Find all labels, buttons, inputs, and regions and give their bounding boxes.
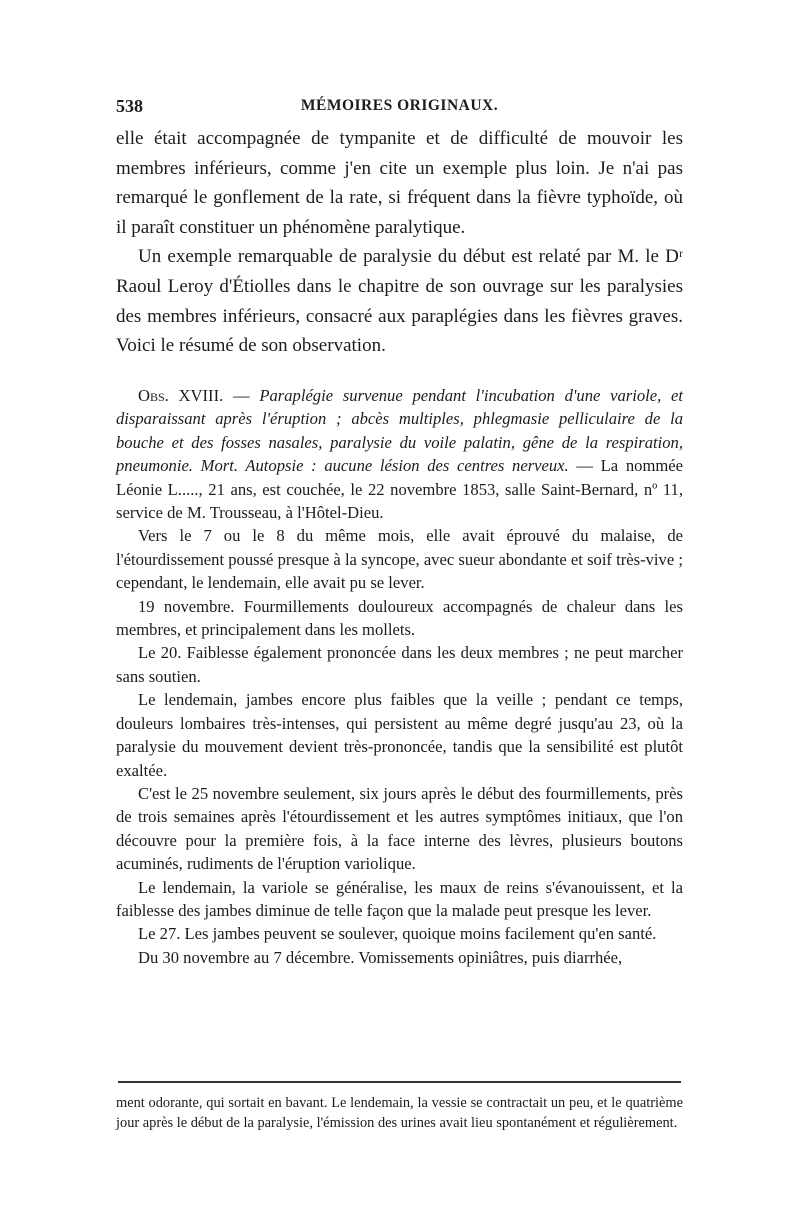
observation-label: Obs. XVIII.	[138, 386, 224, 405]
observation-paragraph: 19 novembre. Fourmillements douloureux accompagnés de chaleur dans les membres, et principalement dans les mollets.	[116, 596, 683, 640]
paragraph-example: Un exemple remarquable de paralysie du début est relaté par M. le Dʳ Raoul Leroy d'Étiolles dans le chapitre de son ouvrage sur les paralysies des membres inférieurs, consacré aux paraplégies dans les fièvres graves. Voici le résumé de son observation.	[116, 246, 683, 357]
footnote-text: ment odorante, qui sortait en bavant. Le lendemain, la vessie se contractait un peu, et le quatrième jour après le début de la paralysie, l'émission des urines avait lieu spontanément et régulièrement.	[116, 1095, 683, 1132]
running-head	[116, 96, 683, 120]
observation-paragraph: Vers le 7 ou le 8 du même mois, elle avait éprouvé du malaise, de l'étourdissement poussé presque à la syncope, avec sueur abondante et soif très-vive ; cependant, le lendemain, elle avait pu se lever.	[116, 526, 683, 593]
observation-paragraph: Le lendemain, jambes encore plus faibles que la veille ; pendant ce temps, douleurs lombaires très-intenses, qui persistent au même degré jusqu'au 23, où la paralysie du mouvement devient très-prononcée, tandis que la sensibilité est plutôt exaltée.	[116, 690, 683, 780]
observation-dash: —	[223, 386, 260, 405]
observation-paragraph: Le lendemain, la variole se généralise, les maux de reins s'évanouissent, et la faiblesse des jambes diminue de telle façon que la malade peut presque les lever.	[116, 877, 683, 920]
running-title: MÉMOIRES ORIGINAUX.	[300, 97, 499, 114]
page-number: 538	[116, 96, 143, 116]
observation-block	[116, 384, 683, 969]
observation-paragraph: Le 27. Les jambes peuvent se soulever, quoique moins facilement qu'en santé.	[138, 924, 657, 944]
observation-paragraph: Le 20. Faiblesse également prononcée dans les deux membres ; ne peut marcher sans soutien.	[116, 643, 683, 686]
observation-heading	[116, 384, 683, 524]
observation-intro: — La nommée Léonie L....., 21 ans, est couchée, le 22 novembre 1853, salle Saint-Bernard, nº 11, service de M. Trousseau, à l'Hôtel-Dieu.	[116, 456, 683, 523]
footnote-rule	[118, 1081, 681, 1083]
footnote-block	[116, 1093, 683, 1133]
main-text	[116, 124, 683, 361]
observation-paragraph: C'est le 25 novembre seulement, six jours après le début des fourmillements, près de trois semaines après l'étourdissement et les autres symptômes initiaux, que l'on découvre pour la première fois, à la face interne des lèvres, plusieurs boutons acuminés, rudiments de l'éruption variolique.	[116, 783, 683, 874]
paragraph-continuation: elle était accompagnée de tympanite et de difficulté de mouvoir les membres inférieurs, comme j'en cite un exemple plus loin. Je n'ai pas remarqué le gonflement de la rate, si fréquent dans la fièvre typhoïde, où il paraît constituer un phénomène paralytique.	[116, 128, 683, 238]
book-page	[116, 0, 683, 1215]
observation-summary: Paraplégie survenue pendant l'incubation d'une variole, et disparaissant après l'éruption ; abcès multiples, phlegmasie pelliculaire de la bouche et des fosses nasales, paralysie du voile palatin, gêne de la respiration, pneumonie. Mort. Autopsie : aucune lésion des centres nerveux.	[116, 386, 683, 476]
observation-paragraph: Du 30 novembre au 7 décembre. Vomissements opiniâtres, puis diarrhée,	[138, 947, 623, 967]
